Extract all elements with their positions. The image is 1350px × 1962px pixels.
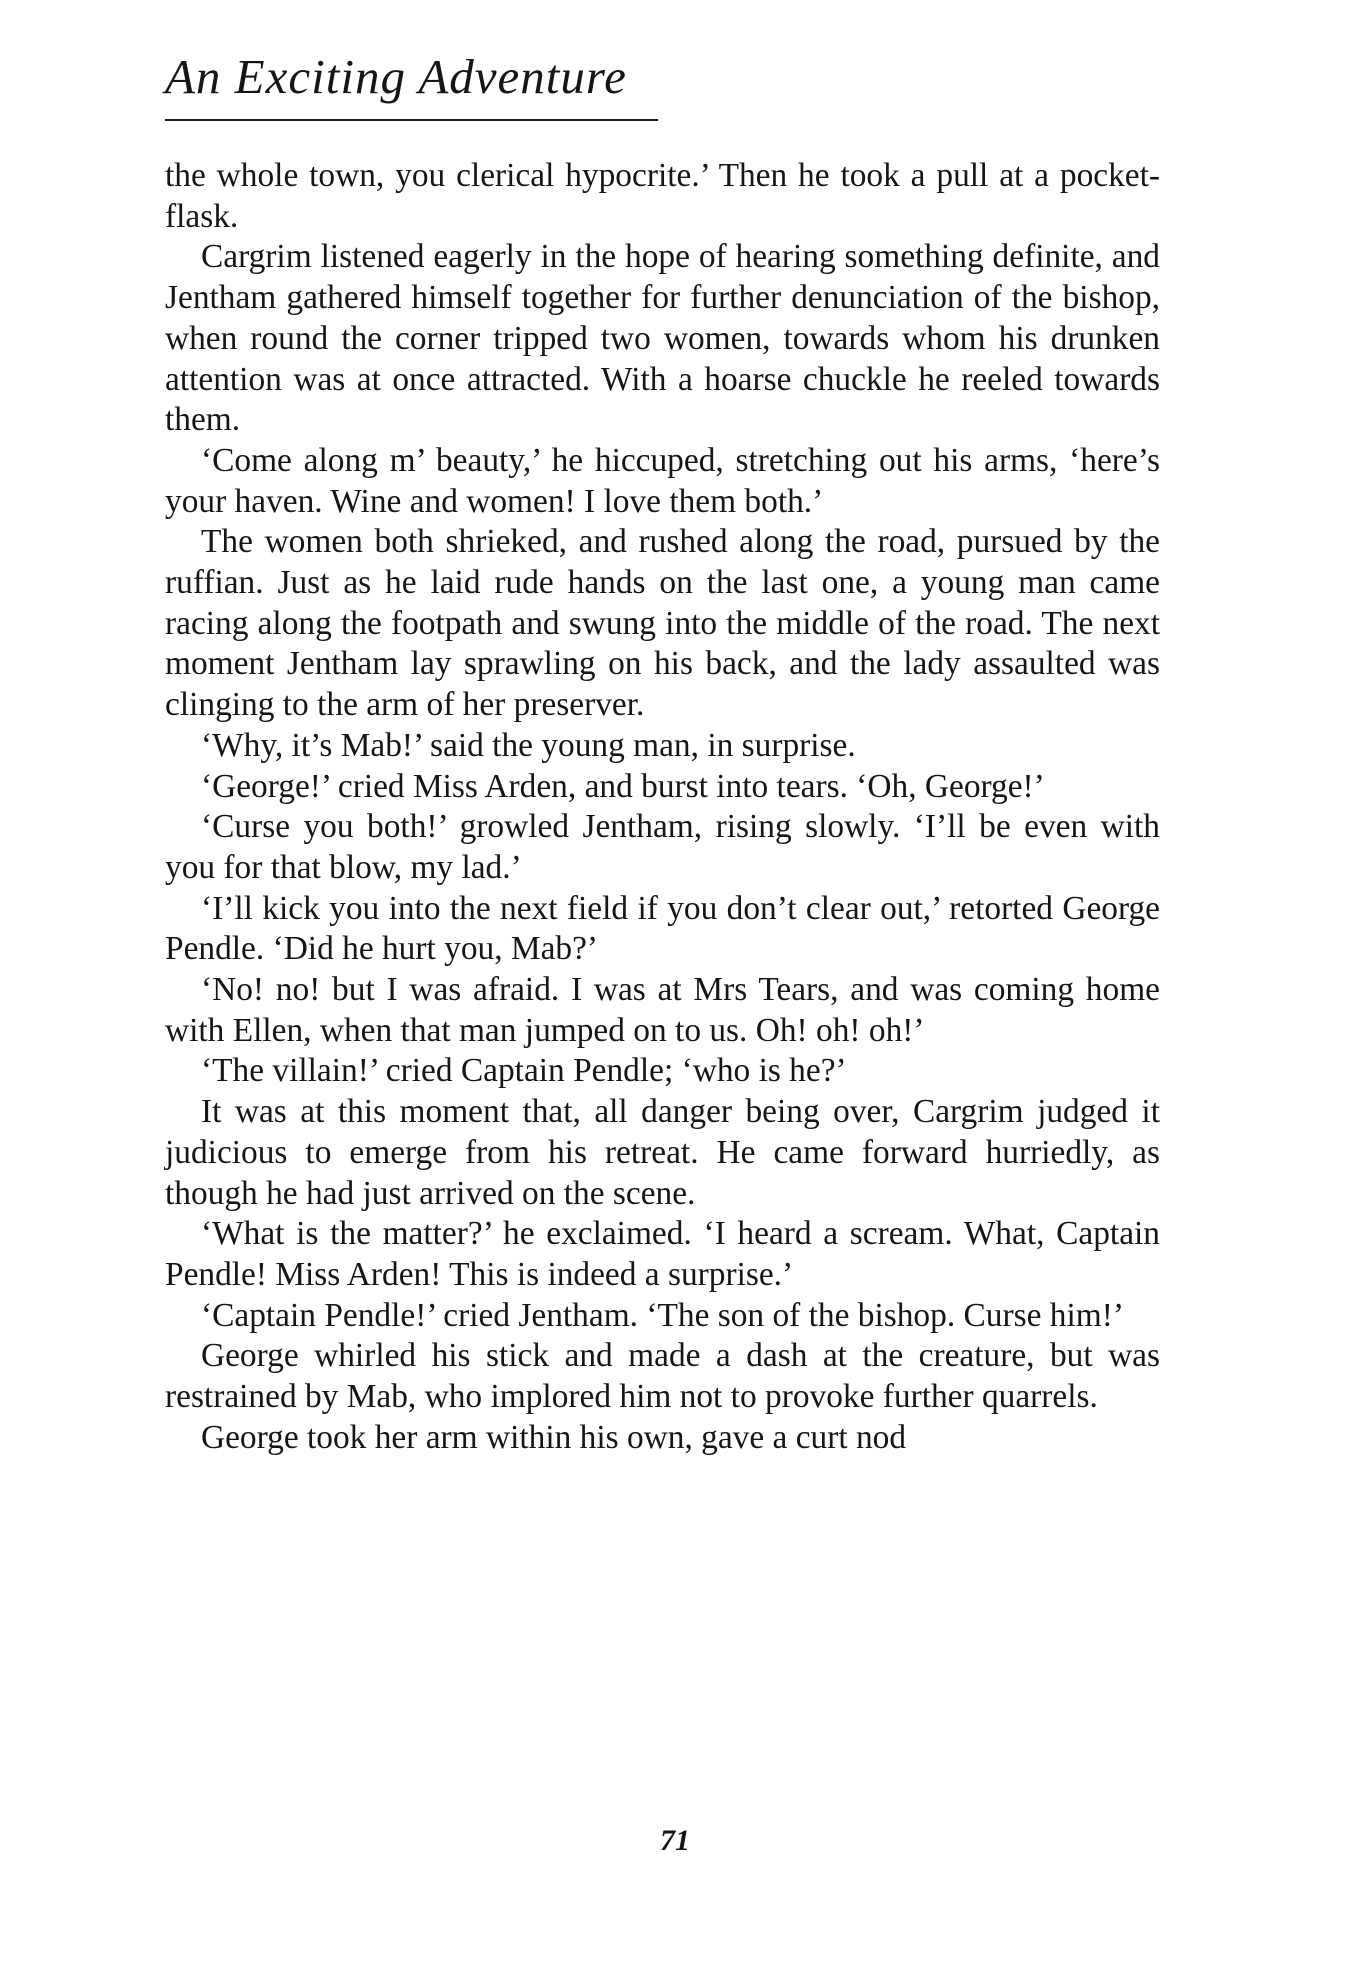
paragraph: ‘Come along m’ beauty,’ he hiccuped, stretching out his arms, ‘here’s your haven. Wine and women! I love them both.’ (165, 441, 1160, 520)
paragraph: ‘What is the matter?’ he exclaimed. ‘I heard a scream. What, Captain Pendle! Miss Arden! This is indeed a surprise.’ (165, 1215, 1160, 1293)
body-text (165, 156, 1160, 1459)
paragraph: Cargrim listened eagerly in the hope of hearing something definite, and Jentham gathered himself together for further denunciation of the bishop, when round the corner tripped two women, towards whom his drunken attention was at once attracted. With a hoarse chuckle he reeled towards them. (165, 238, 1160, 439)
paragraph: George took her arm within his own, gave a curt nod (201, 1418, 907, 1456)
paragraph: ‘The villain!’ cried Captain Pendle; ‘who is he?’ (201, 1052, 847, 1090)
paragraph: The women both shrieked, and rushed along the road, pursued by the ruffian. Just as he laid rude hands on the last one, a young man came racing along the footpath and swung into the middle of the road. The next moment Jentham lay sprawling on his back, and the lady assaulted was clinging to the arm of her preserver. (165, 523, 1160, 724)
paragraph: ‘Curse you both!’ growled Jentham, rising slowly. ‘I’ll be even with you for that blow, my lad.’ (165, 808, 1160, 886)
paragraph: the whole town, you clerical hypocrite.’ Then he took a pull at a pocket-flask. (165, 157, 1160, 235)
paragraph: ‘No! no! but I was afraid. I was at Mrs Tears, and was coming home with Ellen, when that man jumped on to us. Oh! oh! oh!’ (165, 971, 1160, 1049)
paragraph: ‘Why, it’s Mab!’ said the young man, in surprise. (201, 726, 856, 764)
running-head: An Exciting Adventure (165, 49, 627, 104)
paragraph: George whirled his stick and made a dash at the creature, but was restrained by Mab, who implored him not to provoke further quarrels. (165, 1337, 1160, 1416)
paragraph: ‘George!’ cried Miss Arden, and burst into tears. ‘Oh, George!’ (201, 767, 1045, 805)
page-number: 71 (660, 1824, 690, 1857)
paragraph: ‘I’ll kick you into the next field if you don’t clear out,’ retorted George Pendle. ‘Did he hurt you, Mab?’ (165, 889, 1160, 968)
paragraph: ‘Captain Pendle!’ cried Jentham. ‘The son of the bishop. Curse him!’ (201, 1296, 1124, 1334)
paragraph: It was at this moment that, all danger being over, Cargrim judged it judicious to emerge from his retreat. He came forward hurriedly, as though he had just arrived on the scene. (165, 1093, 1160, 1212)
header-rule (165, 119, 658, 121)
